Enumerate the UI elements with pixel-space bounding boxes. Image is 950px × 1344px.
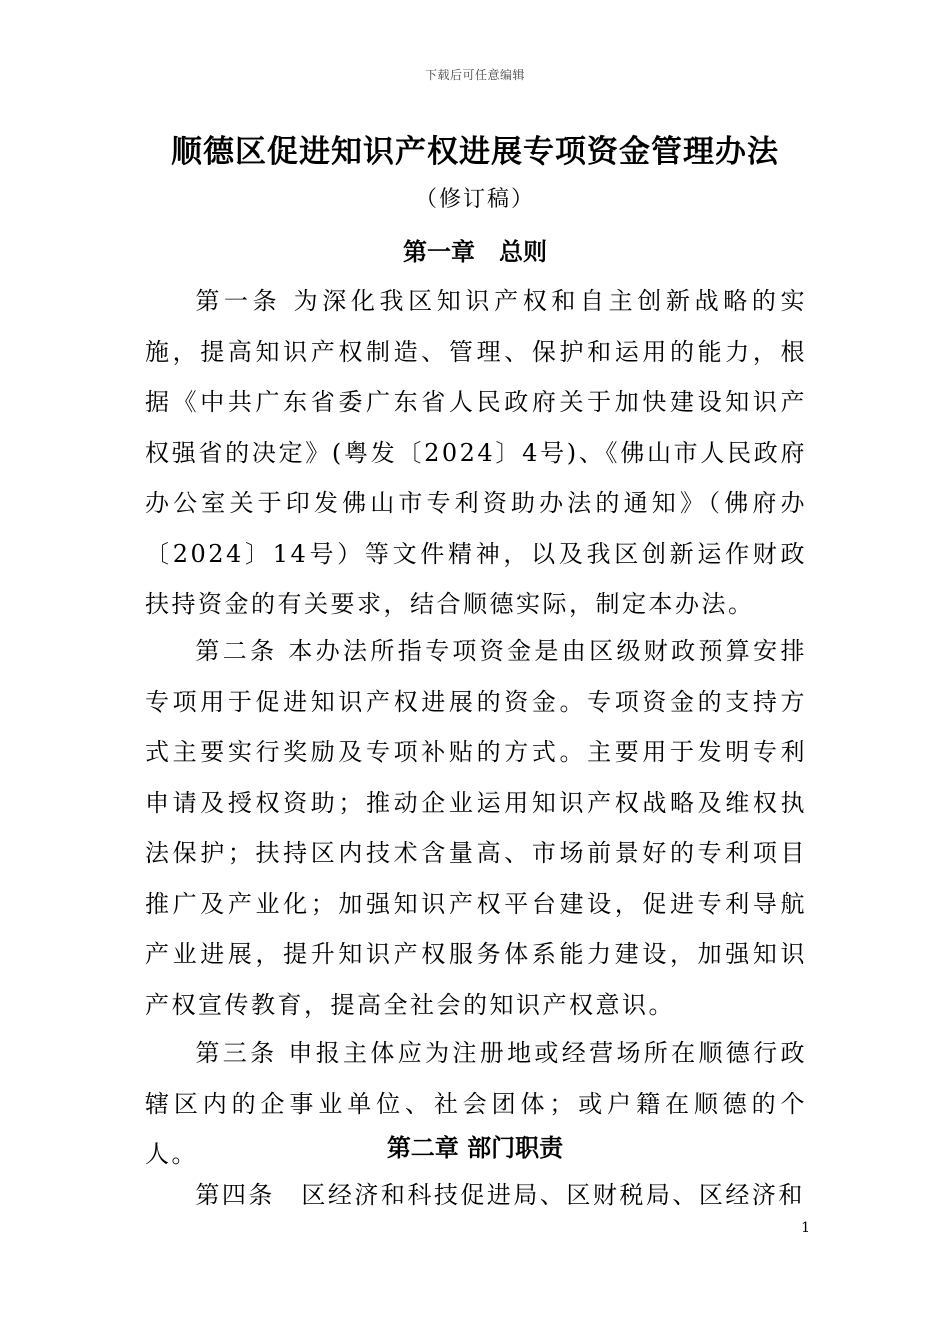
chapter-2-heading: 第二章 部门职责 — [386, 1134, 564, 1162]
page-number: 1 — [801, 1220, 810, 1236]
article-3: 第三条 申报主体应为注册地或经营场所在顺德行政辖区内的企事业单位、社会团体；或户籍在顺德的个人。 — [145, 1039, 807, 1168]
article-4: 第四条 区经济和科技促进局、区财税局、区经济和 — [195, 1181, 805, 1209]
article-1: 第一条 为深化我区知识产权和自主创新战略的实施，提高知识产权制造、管理、保护和运用的能力，根据《中共广东省委广东省人民政府关于加快建设知识产权强省的决定》(粤发〔2024〕4号)、《佛山市人民政府办公室关于印发佛山市专利资助办法的通知》（佛府办〔2024〕14号）等文件精神，以及我区创新运作财政扶持资金的有关要求，结合顺德实际，制定本办法。 — [145, 287, 807, 618]
header-note: 下载后可任意编辑 — [424, 68, 525, 82]
document-title: 顺德区促进知识产权进展专项资金管理办法 — [171, 134, 779, 170]
chapter-1-heading: 第一章 总则 — [403, 238, 547, 266]
document-subtitle: （修订稿） — [414, 187, 535, 212]
article-2: 第二条 本办法所指专项资金是由区级财政预算安排专项用于促进知识产权进展的资金。专项资金的支持方式主要实行奖励及专项补贴的方式。主要用于发明专利申请及授权资助；推动企业运用知识产权战略及维权执法保护；扶持区内技术含量高、市场前景好的专利项目推广及产业化；加强知识产权平台建设，促进专利导航产业进展，提升知识产权服务体系能力建设，加强知识产权宣传教育，提高全社会的知识产权意识。 — [145, 637, 807, 1019]
